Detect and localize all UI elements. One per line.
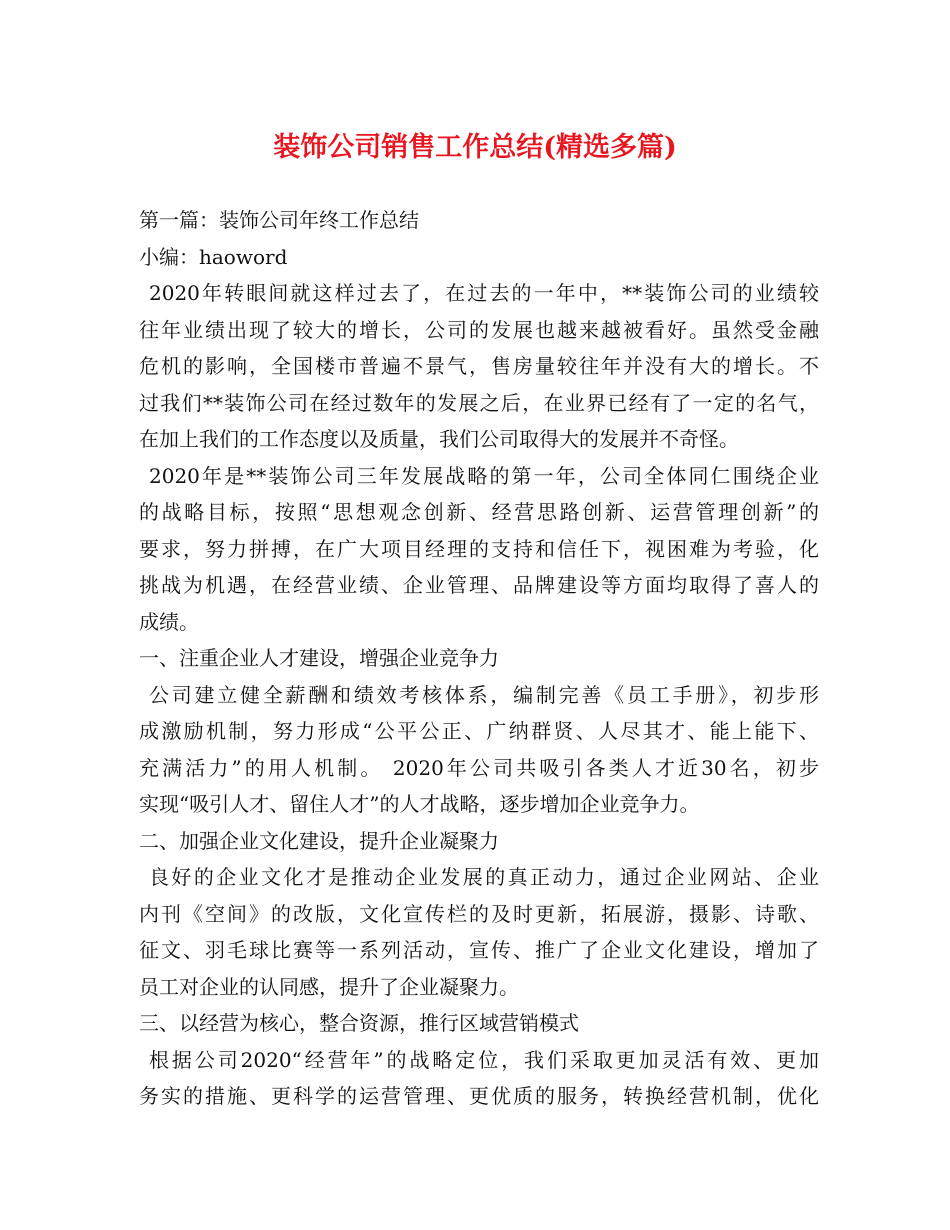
paragraph-line: 的战略目标，按照“思想观念创新、经营思路创新、运营管理创新”的 bbox=[139, 500, 819, 524]
paragraph-line: 根据公司2020“经营年”的战略定位，我们采取更加灵活有效、更加 bbox=[149, 1047, 819, 1072]
paragraph-line: 实现“吸引人才、留住人才”的人才战略，逐步增加企业竞争力。 bbox=[139, 792, 700, 816]
paragraph-line: 在加上我们的工作态度以及质量，我们公司取得大的发展并不奇怪。 bbox=[139, 427, 739, 451]
paragraph-line: 成绩。 bbox=[139, 609, 199, 634]
paragraph-line: 成激励机制，努力形成“公平公正、广纳群贤、人尽其才、能上能下、 bbox=[139, 719, 819, 743]
paragraph-line: 2020年转眼间就这样过去了，在过去的一年中，**装饰公司的业绩较 bbox=[149, 281, 819, 305]
author-line: 小编：haoword bbox=[139, 244, 288, 269]
section-heading: 第一篇：装饰公司年终工作总结 bbox=[139, 208, 419, 232]
paragraph-line: 务实的措施、更科学的运营管理、更优质的服务，转换经营机制，优化 bbox=[139, 1084, 819, 1108]
subsection-heading: 三、以经营为核心，整合资源，推行区域营销模式 bbox=[139, 1011, 579, 1035]
subsection-heading: 一、注重企业人才建设，增强企业竞争力 bbox=[139, 646, 499, 670]
paragraph-line: 过我们**装饰公司在经过数年的发展之后，在业界已经有了一定的名气， bbox=[139, 390, 819, 415]
paragraph-line: 征文、羽毛球比赛等一系列活动，宣传、推广了企业文化建设，增加了 bbox=[139, 938, 819, 962]
paragraph-line: 公司建立健全薪酬和绩效考核体系，编制完善《员工手册》，初步形 bbox=[149, 682, 819, 707]
document-title: 装饰公司销售工作总结(精选多篇) bbox=[273, 132, 677, 163]
paragraph-line: 要求，努力拼搏，在广大项目经理的支持和信任下，视困难为考验，化 bbox=[139, 536, 819, 561]
paragraph-line: 往年业绩出现了较大的增长，公司的发展也越来越被看好。虽然受金融 bbox=[139, 317, 819, 342]
document-body bbox=[139, 202, 819, 1115]
paragraph-line: 充满活力”的用人机制。 2020年公司共吸引各类人才近30名，初步 bbox=[139, 755, 819, 780]
paragraph-line: 良好的企业文化才是推动企业发展的真正动力，通过企业网站、企业 bbox=[149, 865, 819, 889]
paragraph-line: 挑战为机遇，在经营业绩、企业管理、品牌建设等方面均取得了喜人的 bbox=[139, 573, 819, 597]
paragraph-line: 员工对企业的认同感，提升了企业凝聚力。 bbox=[139, 974, 519, 999]
paragraph-line: 内刊《空间》的改版，文化宣传栏的及时更新，拓展游，摄影、诗歌、 bbox=[139, 901, 819, 926]
paragraph-line: 2020年是**装饰公司三年发展战略的第一年，公司全体同仁围绕企业 bbox=[149, 463, 819, 488]
paragraph-line: 危机的影响，全国楼市普遍不景气，售房量较往年并没有大的增长。不 bbox=[139, 354, 819, 378]
subsection-heading: 二、加强企业文化建设，提升企业凝聚力 bbox=[139, 828, 499, 853]
